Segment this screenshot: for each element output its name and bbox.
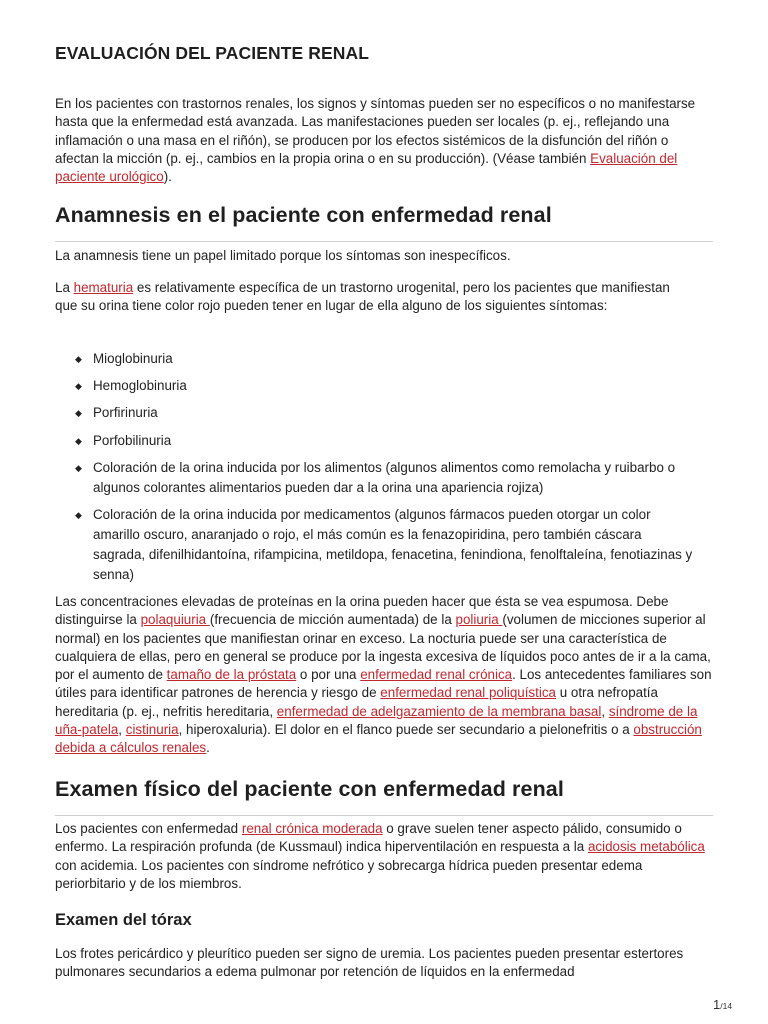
exam-paragraph-1	[55, 820, 705, 893]
intro-text: En los pacientes con trastornos renales, los signos y síntomas pueden ser no específicos o no manifestarse hasta que la enfermedad está avanzada. Las manifestaciones pueden ser locales (p. ej., reflejando una inflamación o una masa en el riñón), se producen por los efectos sistémicos de la disfunción del riñón o afectan la micción (p. ej., cambios en la propia orina o en su producción). (Véase también	[55, 96, 696, 166]
subheading-examen-torax: Examen del tórax	[55, 911, 192, 929]
bullet-icon: ◆	[75, 408, 82, 419]
link-evaluacion-urologico[interactable]: Evaluación del paciente urológico	[55, 150, 678, 185]
link-hematuria[interactable]: hematuria	[73, 280, 134, 295]
p3-text-9: , hiperoxaluria). El dolor en el flanco puede ser secundario a pielonefritis o a	[178, 722, 634, 738]
p3-text-2: (frecuencia de micción aumentada) de la	[209, 612, 456, 628]
list-item	[55, 431, 695, 451]
bullet-icon: ◆	[75, 509, 82, 520]
p3-text-8: ,	[118, 722, 126, 738]
divider-examen-fisico	[55, 815, 713, 816]
link-enfermedad-renal-cronica[interactable]: enfermedad renal crónica	[360, 667, 513, 683]
p3-text-7: ,	[601, 703, 609, 719]
anamnesis-p2-start: La	[55, 280, 74, 295]
p3-text-10: .	[206, 740, 210, 756]
link-sindrome-una-patela[interactable]: síndrome de la uña-patela	[55, 703, 698, 738]
list-item-text: Porfobilinuria	[93, 432, 172, 448]
p3-text-4: o por una	[296, 667, 361, 683]
exam-p1-text-3: con acidemia. Los pacientes con síndrome nefrótico y sobrecarga hídrica pueden presentar edema periorbitario y de los miembros.	[55, 857, 643, 891]
bullet-icon: ◆	[75, 435, 82, 446]
link-polaquiuria[interactable]: polaquiuria	[140, 612, 210, 628]
p3-text-5: . Los antecedentes familiares son útiles para identificar patrones de herencia y riesgo de	[55, 667, 712, 701]
intro-end: ).	[163, 169, 172, 185]
link-obstruccion-calculos[interactable]: obstrucción debida a cálculos renales	[55, 722, 702, 756]
list-item-text: Coloración de la orina inducida por los alimentos (algunos alimentos como remolacha y ruibarbo o algunos colorantes alimentarios pueden dar a la orina una apariencia rojiza)	[93, 459, 676, 495]
anamnesis-paragraph-1: La anamnesis tiene un papel limitado porque los síntomas son inespecíficos.	[55, 248, 511, 263]
anamnesis-paragraph-3	[55, 593, 717, 758]
list-item-text: Coloración de la orina inducida por medicamentos (algunos fármacos pueden otorgar un color amarillo oscuro, anaranjado o rojo, el más común es la fenazopiridina, pero también cáscara sagrada, difenilhidantoína, rifampicina, metildopa, fenacetina, fenindiona, fenolftaleína, fenotiazinas y senna)	[93, 506, 693, 582]
bullet-icon: ◆	[75, 354, 82, 364]
intro-paragraph	[55, 95, 713, 186]
list-item-text: Mioglobinuria	[93, 351, 173, 366]
document-title: EVALUACIÓN DEL PACIENTE RENAL	[55, 43, 370, 63]
page-current: 1	[713, 997, 721, 1012]
list-item-text: Porfirinuria	[93, 405, 158, 421]
bullet-icon: ◆	[75, 381, 82, 392]
p3-text-1: Las concentraciones elevadas de proteínas en la orina pueden hacer que ésta se vea espumosa. Debe distinguirse la	[55, 594, 669, 628]
link-tamano-prostata[interactable]: tamaño de la próstata	[166, 667, 297, 683]
list-item-text: Hemoglobinuria	[93, 378, 187, 394]
anamnesis-p2-end: es relativamente específica de un trastorno urogenital, pero los pacientes que manifiestan que su orina tiene color rojo pueden tener en lugar de ella alguno de los siguientes síntomas:	[55, 280, 670, 314]
link-enfermedad-renal-poliquistica[interactable]: enfermedad renal poliquística	[380, 685, 556, 701]
list-item	[55, 505, 695, 585]
list-item	[55, 349, 695, 369]
list-item	[55, 458, 695, 498]
symptoms-list	[55, 349, 695, 592]
exam-p1-text-2: o grave suelen tener aspecto pálido, consumido o enfermo. La respiración profunda (de Kussmaul) indica hiperventilación en respuesta a la	[55, 821, 682, 855]
page-total: /14	[720, 1001, 733, 1011]
exam-paragraph-2: Los frotes pericárdico y pleurítico pueden ser signo de uremia. Los pacientes pueden presentar estertores pulmonares secundarios a edema pulmonar por retención de líquidos en la enfermedad	[55, 946, 684, 980]
link-poliuria[interactable]: poliuria	[455, 612, 503, 628]
link-cistinuria[interactable]: cistinuria	[125, 722, 179, 738]
exam-p1-text-1: Los pacientes con enfermedad	[55, 821, 242, 836]
divider-anamnesis	[55, 241, 713, 242]
page-number	[713, 997, 732, 1012]
p3-text-3: (volumen de micciones superior al normal) en los pacientes que manifiestan orinar en exceso. La nocturia puede ser una característica de cualquiera de ellas, pero en general se produce por la ingesta excesiva de líquidos poco antes de ir a la cama, por el aumento de	[55, 612, 711, 683]
link-acidosis-metabolica[interactable]: acidosis metabólica	[587, 839, 705, 855]
heading-anamnesis: Anamnesis en el paciente con enfermedad renal	[55, 203, 552, 227]
link-membrana-basal[interactable]: enfermedad de adelgazamiento de la membrana basal	[276, 703, 602, 719]
p3-text-6: u otra nefropatía hereditaria (p. ej., nefritis hereditaria,	[55, 685, 658, 719]
bullet-icon: ◆	[75, 462, 82, 473]
link-renal-cronica-moderada[interactable]: renal crónica moderada	[241, 821, 383, 836]
heading-examen-fisico: Examen físico del paciente con enfermedad renal	[55, 777, 564, 801]
anamnesis-paragraph-2	[55, 279, 695, 316]
list-item	[55, 403, 695, 423]
list-item	[55, 376, 695, 396]
